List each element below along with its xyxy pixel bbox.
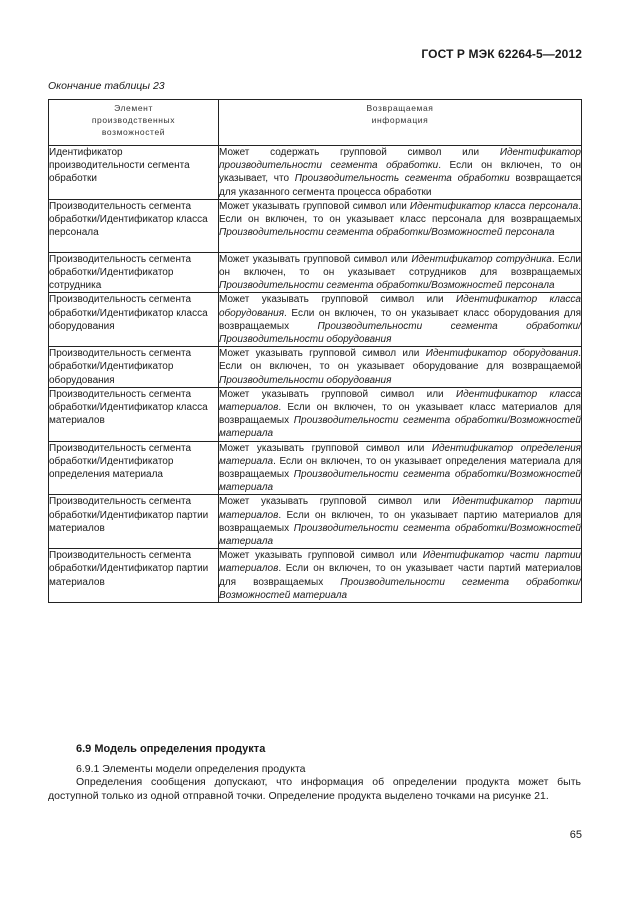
column-header-line: Возвращаемая xyxy=(366,103,434,113)
info-text: Может указывать групповой символ или xyxy=(219,388,456,400)
column-header-info xyxy=(219,100,582,146)
info-text: . Если он включен, то он указывает сотрудников для возвращаемых xyxy=(219,253,581,279)
info-cell xyxy=(219,441,582,495)
table-row xyxy=(49,495,582,549)
subsection-title: 6.9.1 Элементы модели определения продукта xyxy=(76,763,306,775)
table-caption: Окончание таблицы 23 xyxy=(48,80,165,92)
info-cell xyxy=(219,252,582,293)
italic-term: Идентификатор класса материалов xyxy=(219,388,581,414)
italic-term: Производительность сегмента обработки xyxy=(294,173,510,185)
page-number: 65 xyxy=(569,829,582,841)
info-cell xyxy=(219,146,582,200)
table-row xyxy=(49,441,582,495)
table-row xyxy=(49,387,582,441)
italic-term: Производительности сегмента обработки/Возможностей материала xyxy=(219,415,581,440)
info-text: Может указывать групповой символ или xyxy=(219,348,426,360)
table-row xyxy=(49,252,582,293)
info-text: . Если он включен, то он указывает части партий материалов для возвращаемых xyxy=(219,563,581,588)
info-text: . Если он включен, то он указывает определения материала для возвращаемых xyxy=(219,455,581,481)
italic-term: Производительности оборудования xyxy=(219,374,392,386)
info-cell xyxy=(219,347,582,388)
italic-term: Идентификатор определения материала xyxy=(219,442,581,467)
italic-term: Производительности сегмента обработки/Возможностей материала xyxy=(219,576,581,601)
table-row xyxy=(49,146,582,200)
italic-term: Идентификатор оборудования xyxy=(425,348,579,360)
italic-term: Производительности сегмента обработки/Возможностей материала xyxy=(219,522,581,548)
body-paragraph: Определения сообщения допускают, что информация об определении продукта может быть доступной только из одной отправной точки. Определение продукта выделено точками на рисунке 21. xyxy=(48,776,581,802)
info-text: Может указывать групповой символ или xyxy=(219,442,432,454)
info-text: . Если он включен, то он указывает класс материалов для возвращаемых xyxy=(219,402,581,427)
info-text: возвращается для указанного сегмента процесса обработки xyxy=(219,173,581,198)
column-header-element xyxy=(49,100,219,146)
element-cell: Производительность сегмента обработки/Идентификатор партии материалов xyxy=(49,495,219,549)
element-cell: Производительность сегмента обработки/Идентификатор класса персонала xyxy=(49,199,219,252)
table-row xyxy=(49,347,582,388)
element-cell: Идентификатор производительности сегмента обработки xyxy=(49,146,219,200)
table-row xyxy=(49,199,582,252)
info-text: . Если он включен, то он указывает класс оборудования для возвращаемых xyxy=(219,307,581,332)
info-text: Может указывать групповой символ или xyxy=(219,496,453,508)
table-header-row xyxy=(49,100,582,146)
column-header-line: информация xyxy=(371,115,429,125)
element-cell: Производительность сегмента обработки/Идентификатор класса оборудования xyxy=(49,293,219,347)
italic-term: Производительности сегмента обработки/Возможностей персонала xyxy=(219,227,555,239)
italic-term: Идентификатор класса персонала xyxy=(409,200,579,212)
standard-header: ГОСТ Р МЭК 62264-5—2012 xyxy=(421,47,582,61)
table-row xyxy=(49,549,582,603)
italic-term: Производительности сегмента обработки/Возможностей материала xyxy=(219,469,581,494)
element-cell: Производительность сегмента обработки/Идентификатор партии материалов xyxy=(49,549,219,603)
element-cell: Производительность сегмента обработки/Идентификатор определения материала xyxy=(49,441,219,495)
italic-term: Идентификатор производительности сегмента обработки xyxy=(219,147,581,172)
italic-term: Идентификатор сотрудника xyxy=(411,253,552,265)
info-text: . Если он включен, то он указывает, что xyxy=(219,160,581,185)
info-text: . Если он включен, то он указывает партию материалов для возвращаемых xyxy=(219,509,581,534)
italic-term: Идентификатор класса оборудования xyxy=(219,294,581,319)
info-text: Может содержать групповой символ или xyxy=(219,147,500,158)
italic-term: Идентификатор партии материалов xyxy=(219,496,581,521)
section-title: 6.9 Модель определения продукта xyxy=(76,743,266,755)
info-text: Может указывать групповой символ или xyxy=(219,253,412,265)
info-text: Может указывать групповой символ или xyxy=(219,550,423,562)
column-header-line: возможностей xyxy=(101,127,166,137)
info-text: Может указывать групповой символ или xyxy=(219,294,456,306)
info-text: Может указывать групповой символ или xyxy=(219,200,410,212)
info-cell xyxy=(219,293,582,347)
italic-term: Производительности сегмента обработки/Возможностей персонала xyxy=(219,280,555,292)
italic-term: Производительности сегмента обработки/Производительности оборудования xyxy=(219,320,581,346)
capability-table xyxy=(48,99,582,603)
info-cell xyxy=(219,549,582,603)
table-row xyxy=(49,293,582,347)
column-header-line: производственных xyxy=(91,115,176,125)
info-cell xyxy=(219,199,582,252)
info-text: . Если он включен, то он указывает оборудование для возвращаемой xyxy=(219,348,581,373)
info-cell xyxy=(219,387,582,441)
info-text: . Если он включен, то он указывает класс персонала для возвращаемых xyxy=(219,200,581,226)
italic-term: Идентификатор части партии материалов xyxy=(219,550,581,575)
element-cell: Производительность сегмента обработки/Идентификатор оборудования xyxy=(49,347,219,388)
info-cell xyxy=(219,495,582,549)
column-header-line: Элемент xyxy=(114,103,153,113)
element-cell: Производительность сегмента обработки/Идентификатор класса материалов xyxy=(49,387,219,441)
element-cell: Производительность сегмента обработки/Идентификатор сотрудника xyxy=(49,252,219,293)
